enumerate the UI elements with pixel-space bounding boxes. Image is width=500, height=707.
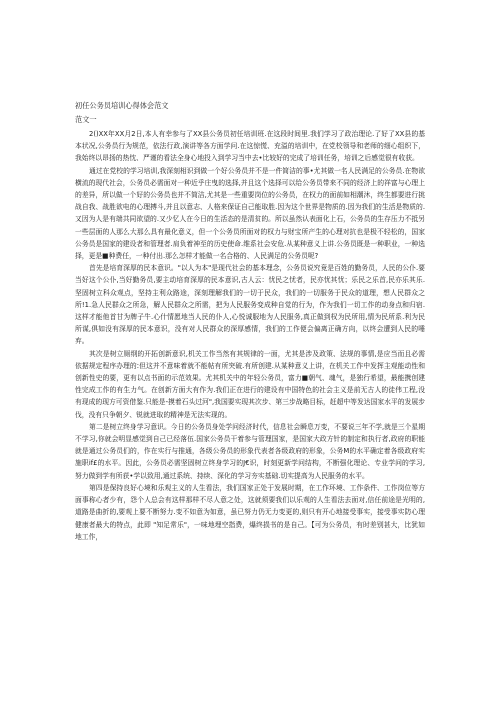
paragraph-5: 第二是树立终身学习意识。今日的公务员身处学问经济时代，信息社会瞬息万变，不要说三年不学,就是三个星期不学习,你就会明显感觉到自己已经落伍.国家公务员干着参与管理国家，是国家大政方针的制定和执行者,政府的职能就是通过公务员们的，作在实行与推通，各级公务员的形象代表者各级政府的形象，公务M的水平确定着各级政府实施职if£的水平。因此，公务员必需坚固树立终身学习的J€识，时刻更新学问结构，不断强化理论、专业学问的学习,努力做到学有所获•学以致用,通过系统、持续、深化的学习夯实基础.切实提高为人民服务的水平。 [75,422,425,480]
document-title: 初任公务员培训心得体会范文 [75,101,169,110]
paragraph-3: 首先是培育深厚的民本意识。"以人为本"是现代社会的基本理念，公务员说究竟是百姓的勤务员，人民的公仆.要当好这个公仆,当好勤务员,要主动培育深厚的民本意识,古人云：忧民之忧者，民亦忧其忧；乐民之乐首,民亦乐其乐.坚固树立科众观点，坚持主利众路途，深刻理解我们的一切于民众，我们的一切服务于民众的道理，想人民群众之所!1.急人民群众之所急，解人民群众之所需，把为人民服务变成种自觉的行为，作为我们一切工作的动身点和归宿.这样才能他首甘为牌子牛.心什情愿地当人民的仆人,心悦诚服地为人民服务,真正做到权为民所用,情为民所系.利为民所谋,俱如没有深厚的民本意识，没有对人民群众的深厚感情，我们的工作便会偏离正确方向，以终会遭到人民的唾弃。 [75,264,425,346]
document-body [75,100,425,543]
paragraph-4: 其次是树立厕纲的开拓创新意识,机关工作当然有其规律的一面，尤其是涉及政策、法规的事情,是应当而且必需依据规定程序办理的:但这并不意味着就不能帖有所突破.有所创建.从某种意义上讲，在机关工作中发挥主观能动性和创新性史的要，更有以点书面的示范效果。尤其机关中的年轻公务员，富力■朝气、魂气，是独行希望，最能携创建性完成工作的有生力气。在创新方面大有作为.我们正在进行的建设有中国特色的社会主义是前无古人的徒伟工程,没有现成的现方可资借鉴.只能是-摸着石头过河",我国要实现其次步、第三步战略目标，赶超中等发达国家水平的发展步伐，没有只争朝夕、锐就进取的精神是无法实现的。 [75,349,425,419]
paragraph-6: 第四是保持良好心境和乐观主义的人生看法，我们国家正处于发展时期，在工作环境、工作条件、工作岗位等方面事称心者少有，怨个人总会有这样那样不尽人意之处，这就须要我们以乐观的人生看法去面对,信任前途是光明的,道路是曲折的,要观上要不断努力.变不如意为如意，虽已努力仍无力变更的,则只有开心地接受事实，接受事实防心理健康者最大的特点，此即 "知足常乐"，一味地埋空指费，爆终损书的是自己。【可为公务员，有时差别甚大，比犹如地工作， [75,483,425,541]
document-subtitle: 范文一 [75,115,97,124]
paragraph-1: 2()XX年XX月2日,本人有幸参与了XX县公务员初任培训班.在这段时间里.我们学习了政治理论.了好了XX县的基本状况,公务员行为规范，依法行政,演讲等各方面学问.在这惊慌、充溢的培训中，在党校领导和老师的细心组织下，我始终以昂扬的热忱、严谨的看法全身心地投入到学习当中去•比较好的完成了培训任务，培训之后感觉很有收获。 [75,130,425,163]
paragraph-2: 通过在党校的学习培训,我深刻相识到做一个好公务员并不是一件简洁的事•尤其做一名人民满足的公务员.在物欲横流的现代社会，公务员必需面对一种近乎庄曳的选择,并且这个选择可以给公务员带来不同的经济上的祥富与心理上的差异，所以做一个好的公务员也并不简洁,尤其是一些重要岗位的公务员，在权力的面前如相潮沐，终生都要进行挑战自我、战胜欲电的心理搏斗,并且以意志、人格来保证自己能取胜.因为这个世界是物质的.因为我们的生活是物质的.又因为人是有端共同欲望的.又少忆人在今日的生活态的是清贫的。所以虽然认表面化上石，公务员的生存压力不抵另一些层面的人那么大那么具有最化意义，但一个公务员所面对的权力与财宝所产生的心理对抗也是极不轻松的，国家公务员是国家的建设者和管理者.肩负着神至的历史使命.维系社会安危.从某种意义上讲.公务员既是一种职业，一种选择，更是■种费任，一种付出.那么怎样才能做一名合格的、人民满足的公务员呢? [75,166,425,261]
